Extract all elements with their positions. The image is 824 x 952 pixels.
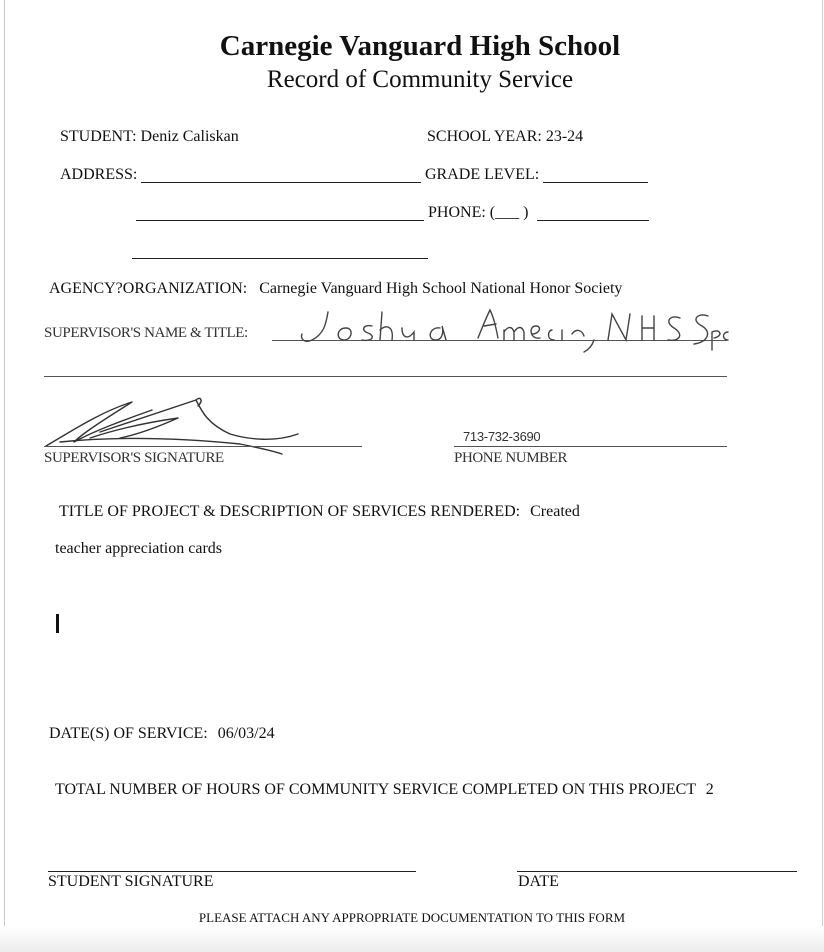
project-label: TITLE OF PROJECT & DESCRIPTION OF SERVICES RENDERED: [59,503,521,520]
student-signature-label: STUDENT SIGNATURE [48,873,214,890]
project-field[interactable] [59,503,580,521]
supervisor-phone-line [454,446,727,447]
agency-value[interactable]: Carnegie Vanguard High School National Honor Society [259,280,623,297]
form-title: Record of Community Service [266,66,574,93]
agency-label: AGENCY?ORGANIZATION: [49,280,248,297]
hours-field[interactable] [55,781,714,799]
dates-label: DATE(S) OF SERVICE: [49,725,208,742]
date-label: DATE [518,873,559,890]
school-year-label: SCHOOL YEAR: [427,128,542,145]
supervisor-name-label: SUPERVISOR'S NAME & TITLE: [44,325,248,341]
supervisor-signature-label: SUPERVISOR'S SIGNATURE [44,450,224,466]
attach-note: PLEASE ATTACH ANY APPROPRIATE DOCUMENTATION TO THIS FORM [198,910,626,925]
project-value-line2[interactable]: teacher appreciation cards [55,540,223,557]
phone-line[interactable] [537,220,649,221]
agency-field[interactable] [49,280,622,298]
school-name: Carnegie Vanguard High School [219,30,621,62]
supervisor-phone-value: 713-732-3690 [463,429,541,444]
supervisor-signature-line [44,446,362,447]
dates-field[interactable] [49,725,275,743]
student-label: STUDENT: [60,128,137,145]
address-line-3[interactable] [132,258,428,259]
page-bottom-shade [0,926,824,952]
supervisor-extra-line [44,376,727,377]
project-value-line1[interactable]: Created [530,503,580,520]
hours-value[interactable]: 2 [705,781,714,798]
student-field[interactable] [60,128,239,146]
supervisor-phone-label: PHONE NUMBER [454,450,568,466]
school-year-field[interactable] [427,128,583,146]
address-line-2[interactable] [136,220,424,221]
page-border [4,0,5,952]
grade-level-label: GRADE LEVEL: [425,166,540,183]
text-cursor [56,614,59,633]
supervisor-handwriting [290,300,740,356]
page-border [822,0,823,952]
school-year-value[interactable]: 23-24 [545,128,584,145]
address-label: ADDRESS: [60,166,138,183]
dates-value[interactable]: 06/03/24 [217,725,275,742]
phone-label: PHONE: (___ ) [428,204,529,221]
hours-label: TOTAL NUMBER OF HOURS OF COMMUNITY SERVICE COMPLETED ON THIS PROJECT [55,781,696,798]
date-line[interactable] [517,871,797,872]
student-signature-line[interactable] [48,871,416,872]
address-line-1[interactable] [141,182,421,183]
student-value[interactable]: Deniz Caliskan [140,128,239,145]
grade-level-line[interactable] [543,182,648,183]
